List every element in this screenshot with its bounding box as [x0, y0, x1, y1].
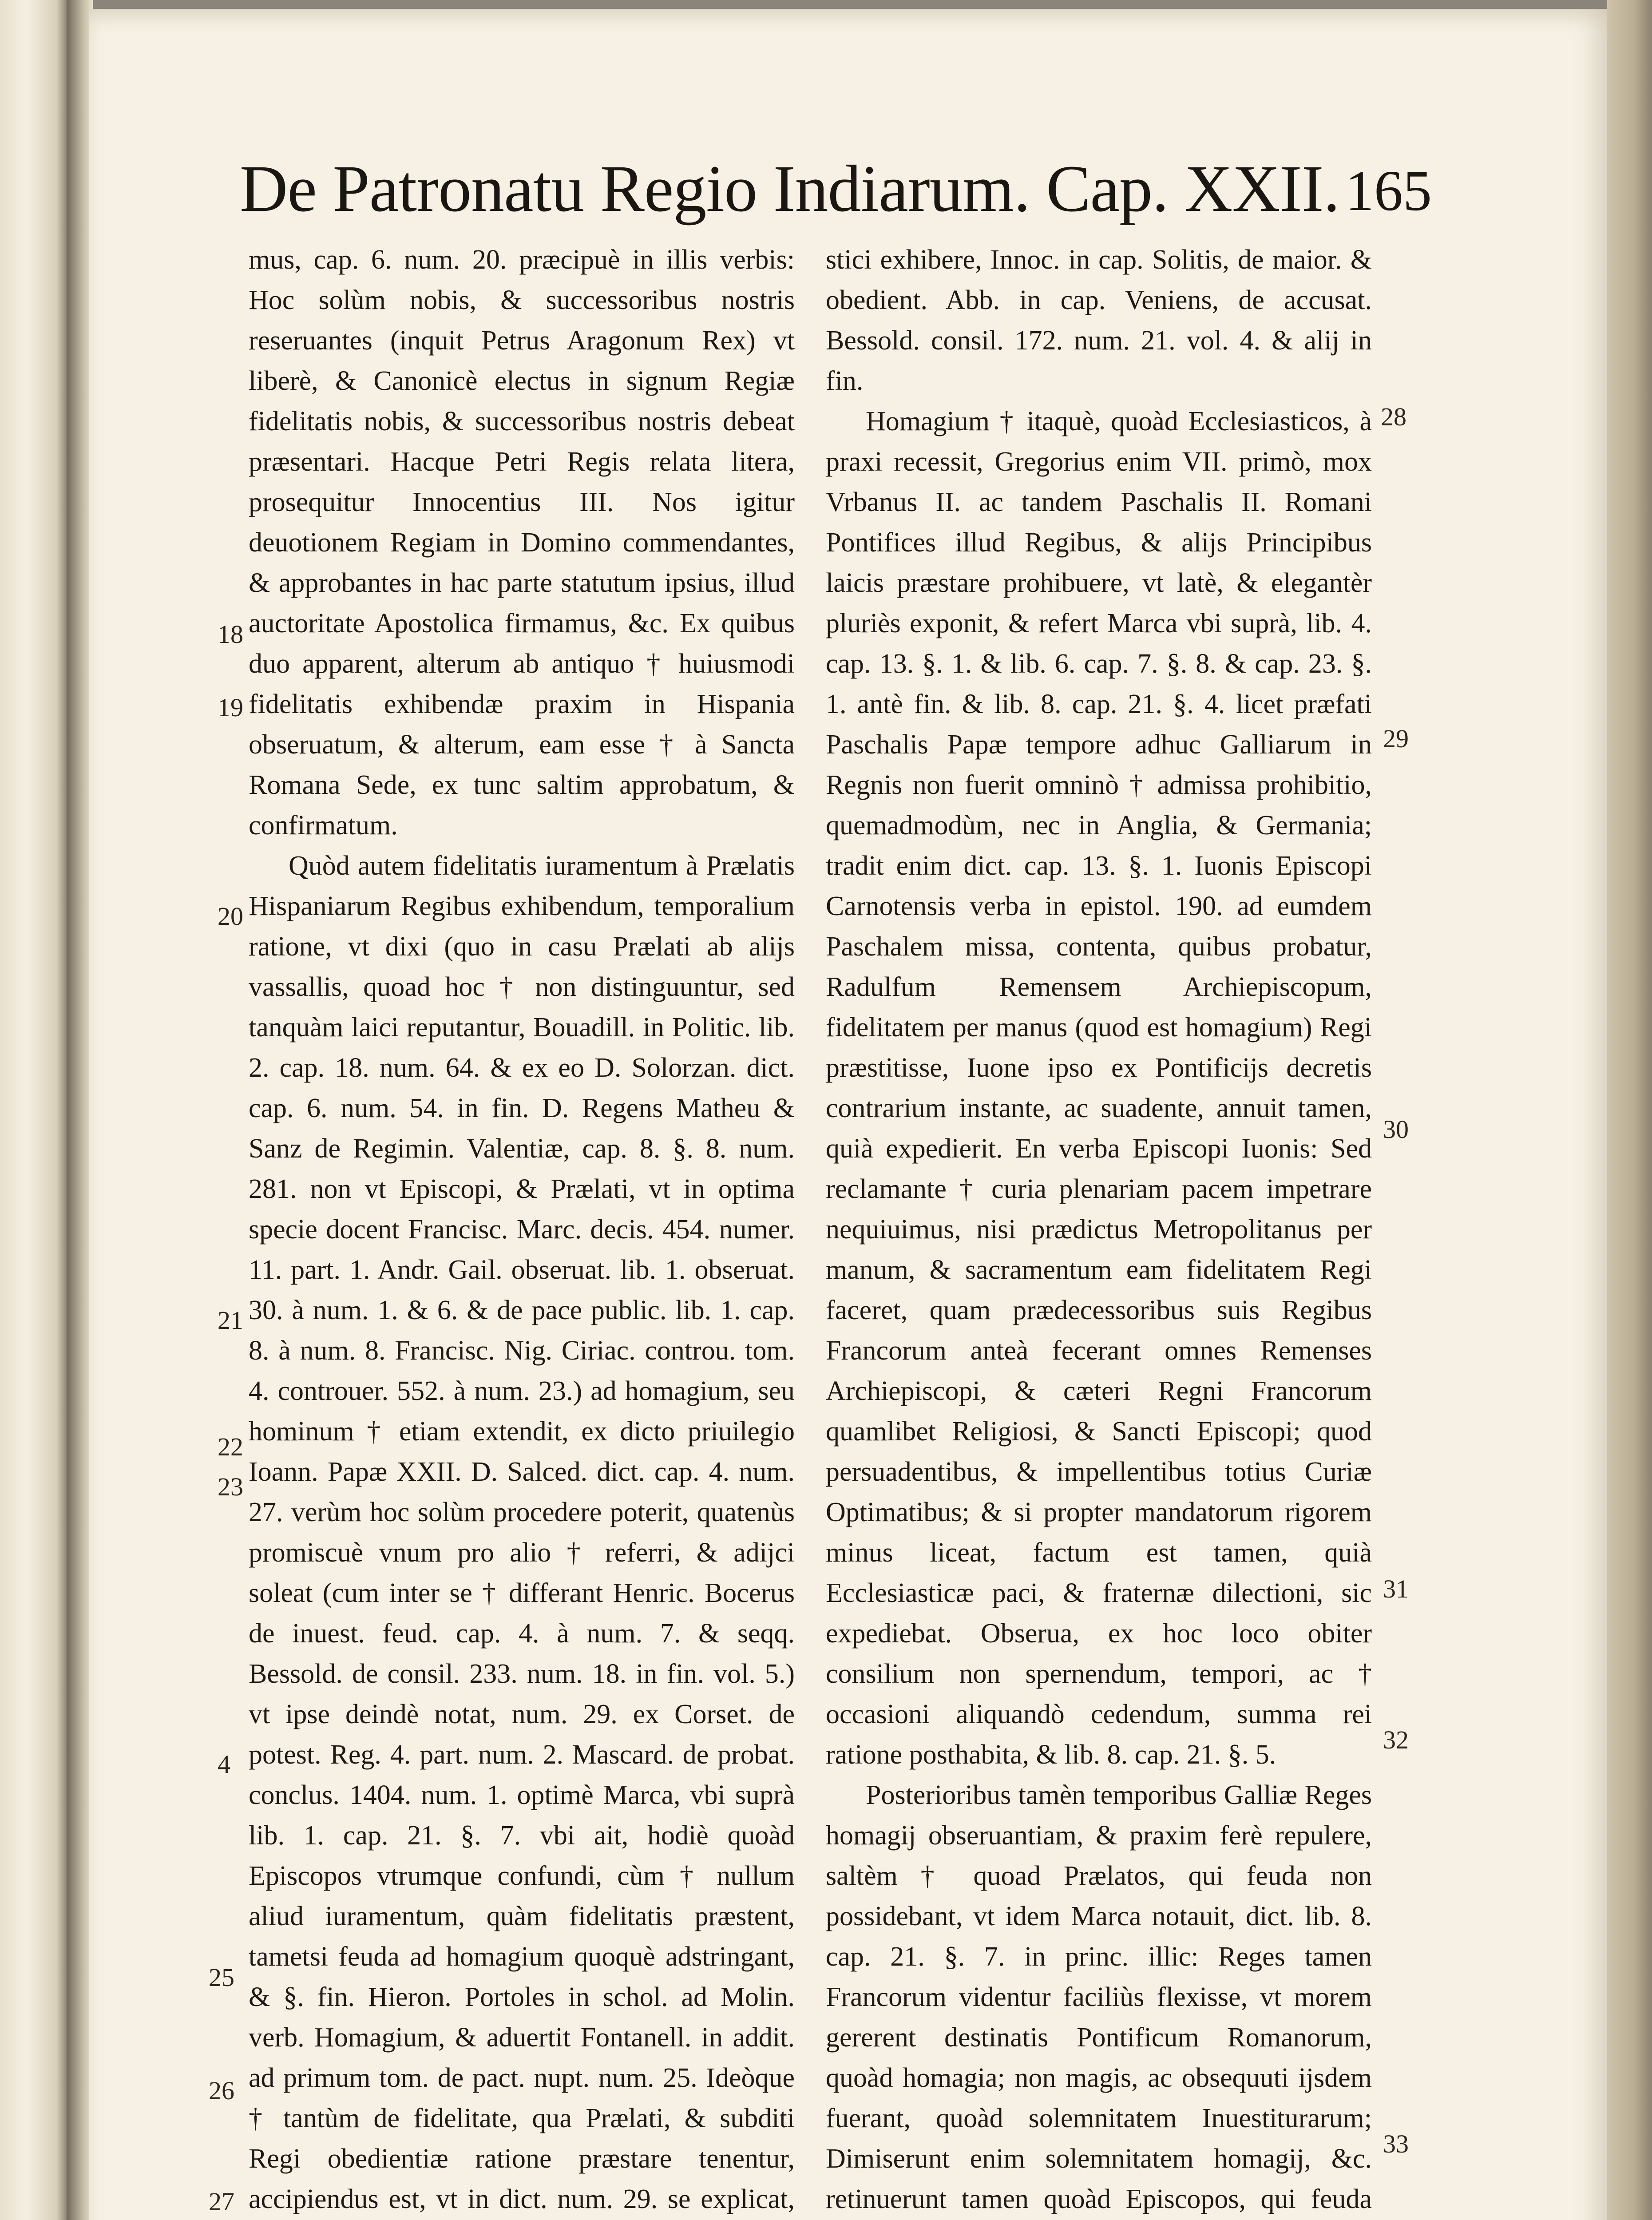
- margin-number: 28: [1381, 402, 1406, 431]
- margin-number: 4: [218, 1750, 230, 1779]
- page-number: 165: [1345, 159, 1432, 223]
- margin-number: 23: [218, 1472, 243, 1501]
- previous-page-edge: [0, 0, 67, 2220]
- margin-number: 22: [218, 1432, 243, 1461]
- paragraph: Quòd autem fidelitatis iuramentum à Prælatis Hispaniarum Regibus exhibendum, temporalium ratione, vt dixi (quo in casu Prælati ab alijs vassallis, quoad hoc † non distinguuntur, sed tanquàm laici reputantur, Bouadill. in Politic. lib. 2. cap. 18. num. 64. & ex eo D. Solorzan. dict. cap. 6. num. 54. in fin. D. Regens Matheu & Sanz de Regimin. Valentiæ, cap. 8. §. 8. num. 281. non vt Episcopi, & Prælati, vt in optima specie docent Francisc. Marc. decis. 454. numer. 11. part. 1. Andr. Gail. obseruat. lib. 1. obseruat. 30. à num. 1. & 6. & de pace public. lib. 1. cap. 8. à num. 8. Francisc. Nig. Ciriac. controu. tom. 4. controuer. 552. à num. 23.) ad homagium, seu hominum † etiam extendit, ex dicto priuilegio Ioann. Papæ XXII. D. Salced. dict. cap. 4. num. 27. verùm hoc solùm procedere poterit, quatenùs promiscuè vnum pro alio † referri, & adijci soleat (cum inter se † differant Henric. Bocerus de inuest. feud. cap. 4. à num. 7. & seqq. Bessold. de consil. 233. num. 18. in fin. vol. 5.) vt ipse deindè notat, num. 29. ex Corset. de potest. Reg. 4. part. num. 2. Mascard. de probat. conclus. 1404. num. 1. optimè Marca, vbi suprà lib. 1. cap. 21. §. 7. vbi ait, hodiè quoàd Episcopos vtrumque confundi, cùm † nullum aliud iuramentum, quàm fidelitatis præstent, tametsi feuda ad homagium quoquè adstringant, & §. fin. Hieron. Portoles in schol. ad Molin. verb. Homagium, & aduertit Fontanell. in addit. ad primum tom. de pact. nupt. num. 25. Ideòque † tantùm de fidelitate, qua Prælati, & subditi Regi obedientiæ ratione præstare tenentur, accipiendus est, vt in dict. num. 29. se explicat,: [249, 851, 795, 2214]
- paragraph: stici exhibere, Innoc. in cap. Solitis, de maior. & obedient. Abb. in cap. Veniens, de accusat. Bessold. consil. 172. num. 21. vol. 4. & alij in fin.: [826, 245, 1372, 396]
- margin-number: 29: [1383, 724, 1409, 753]
- left-column: [249, 240, 795, 2220]
- margin-number: 21: [218, 1306, 243, 1335]
- margin-number: 19: [218, 693, 243, 722]
- margin-number: 18: [218, 620, 243, 649]
- margin-number: 27: [209, 2187, 234, 2216]
- margin-number: 20: [218, 902, 243, 931]
- running-head: De Patronatu Regio Indiarum. Cap. XXII.: [240, 152, 1340, 226]
- margin-number: 32: [1383, 1725, 1409, 1754]
- margin-number: 26: [209, 2076, 234, 2105]
- margin-number: 31: [1383, 1574, 1409, 1603]
- paragraph: Homagium † itaquè, quoàd Ecclesiasticos, à praxi recessit, Gregorius enim VII. primò, mox Vrbanus II. ac tandem Paschalis II. Romani Pontifices illud Regibus, & alijs Principibus laicis præstare prohibuere, vt latè, & elegantèr pluriès exponit, & refert Marca vbi suprà, lib. 4. cap. 13. §. 1. & lib. 6. cap. 7. §. 8. & cap. 23. §. 1. antè fin. & lib. 8. cap. 21. §. 4. licet præfati Paschalis Papæ tempore adhuc Galliarum in Regnis non fuerit omninò † admissa prohibitio, quemadmodùm, nec in Anglia, & Germania; tradit enim dict. cap. 13. §. 1. Iuonis Episcopi Carnotensis verba in epistol. 190. ad eumdem Paschalem missa, contenta, quibus probatur, Radulfum Remensem Archiepiscopum, fidelitatem per manus (quod est homagium) Regi præstitisse, Iuone ipso ex Pontificijs decretis contrarium instante, ac suadente, annuit tamen, quià expedierit. En verba Episcopi Iuonis: Sed reclamante † curia plenariam pacem impetrare nequiuimus, nisi prædictus Metropolitanus per manum, & sacramentum eam fidelitatem Regi faceret, quam prædecessoribus suis Regibus Francorum anteà fecerant omnes Remenses Archiepiscopi, & cæteri Regni Francorum quamlibet Religiosi, & Sancti Episcopi; quod persuadentibus, & impellentibus totius Curiæ Optimatibus; & si propter mandatorum rigorem minus liceat, factum est tamen, quià Ecclesiasticæ paci, & fraternæ dilectioni, sic expediebat. Obserua, ex hoc loco obiter consilium non spernendum, tempori, ac † occasioni aliquandò cedendum, summa rei ratione posthabita, & lib. 8. cap. 21. §. 5.: [826, 406, 1372, 1770]
- margin-number: 33: [1383, 2129, 1409, 2158]
- paragraph: Posterioribus tamèn temporibus Galliæ Reges homagij obseruantiam, & praxim ferè repulere, saltèm † quoad Prælatos, qui feuda non possidebant, vt idem Marca notauit, dict. lib. 8. cap. 21. §. 7. in princ. illic: Reges tamen Francorum videntur faciliùs flexisse, vt morem gererent destinatis Pontificum Romanorum, quoàd homagia; non magis, ac obsequuti ijsdem fuerant, quoàd solemnitatem Inuestiturarum; Dimiserunt enim solemnitatem homagij, &c. retinuerunt tamen quoàd Episcopos, qui feuda: [826, 1780, 1372, 2214]
- page-block-edge: [1607, 0, 1652, 2220]
- right-column: [826, 240, 1372, 2220]
- margin-number: 25: [209, 1963, 234, 1992]
- paragraph: mus, cap. 6. num. 20. præcipuè in illis verbis: Hoc solùm nobis, & successoribus nostris reseruantes (inquit Petrus Aragonum Rex) vt liberè, & Canonicè electus in signum Regiæ fidelitatis nobis, & successoribus nostris debeat præsentari. Hacque Petri Regis relata litera, prosequitur Innocentius III. Nos igitur deuotionem Regiam in Domino commendantes, & approbantes in hac parte statutum ipsius, illud auctoritate Apostolica firmamus, &c. Ex quibus duo apparent, alterum ab antiquo † huiusmodi fidelitatis exhibendæ praxim in Hispania obseruatum, & alterum, eam esse † à Sancta Romana Sede, ex tunc saltim approbatum, & confirmatum.: [249, 245, 795, 840]
- margin-number: 30: [1383, 1115, 1409, 1144]
